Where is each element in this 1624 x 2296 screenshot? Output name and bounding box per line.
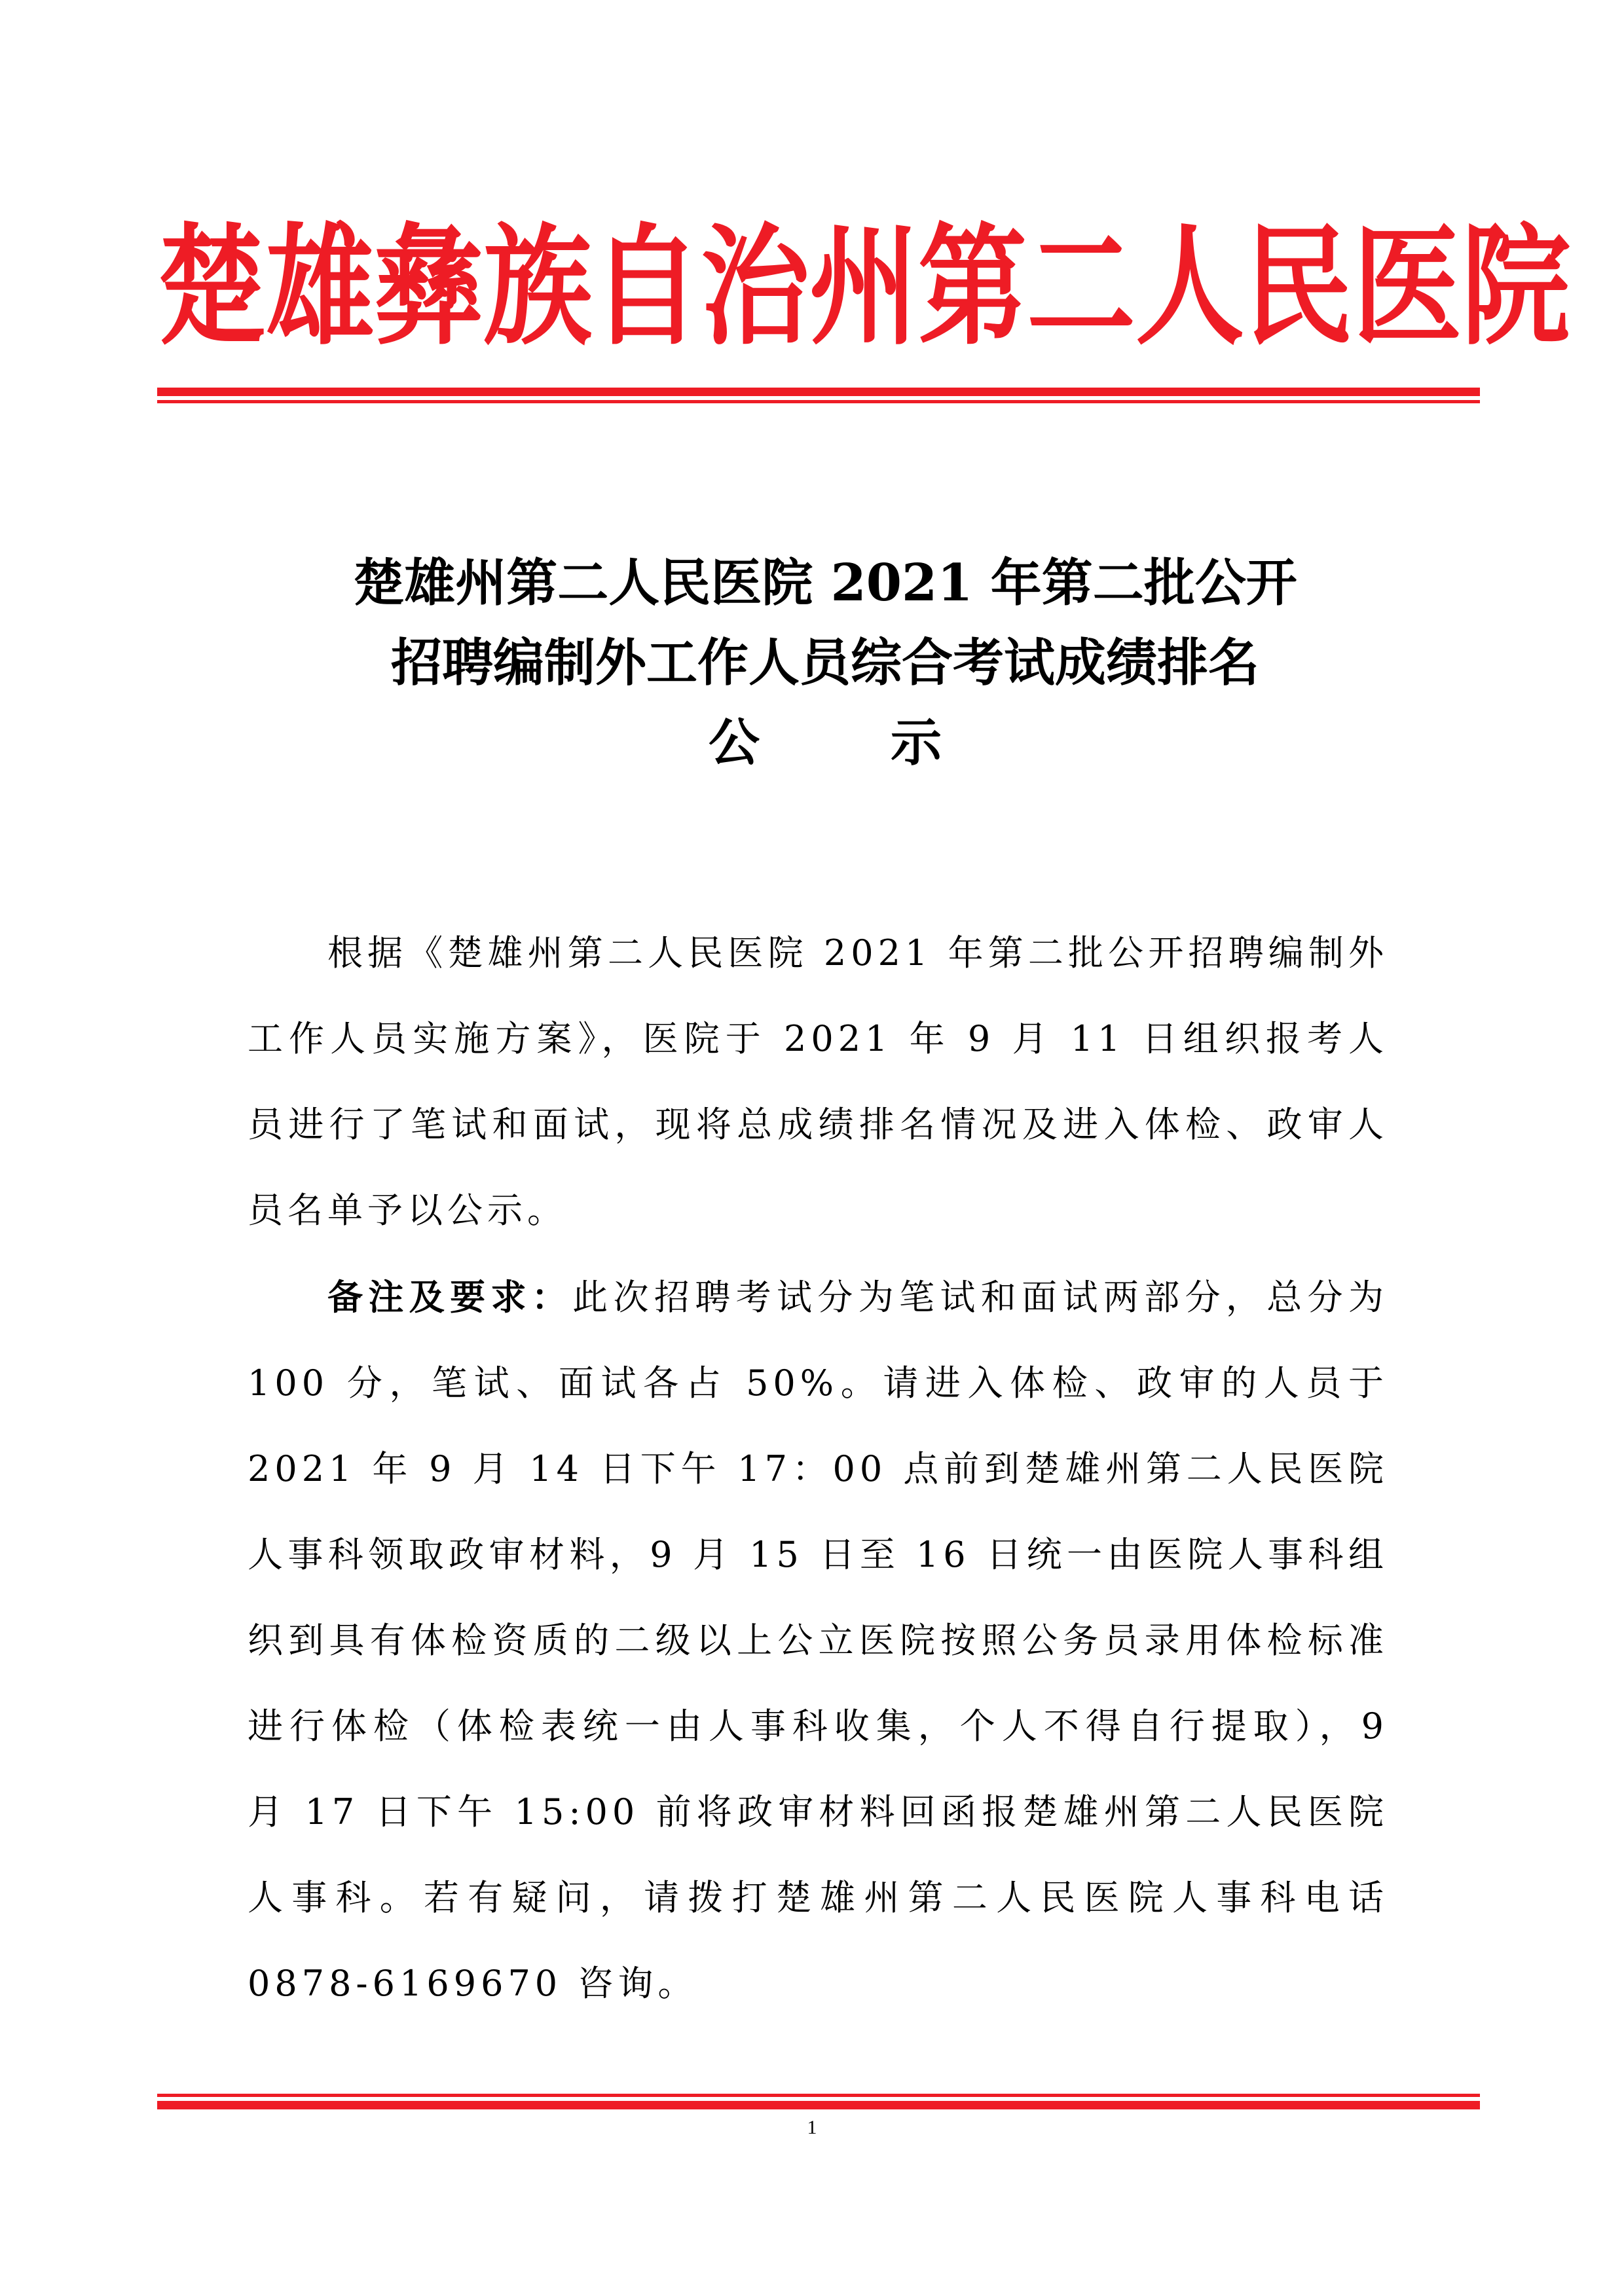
- title-line-1: 楚雄州第二人民医院 2021 年第二批公开: [353, 553, 1297, 613]
- intro-paragraph: 根据《楚雄州第二人民医院 2021 年第二批公开招聘编制外工作人员实施方案》，医院于 2021 年 9 月 11 日组织报考人员进行了笔试和面试，现将总成绩排名情况及进入体检、政审人员名单予以公示。: [248, 932, 1388, 1231]
- remarks-label: 备注及要求：: [327, 1276, 573, 1318]
- rule-thin-line: [157, 400, 1480, 403]
- document-body: [248, 910, 1388, 2026]
- footer-red-rule: [157, 2094, 1480, 2109]
- title-line-notice: 公示: [708, 713, 1073, 773]
- rule-thick-line: [157, 388, 1480, 396]
- remarks-paragraph: [248, 1254, 1388, 2026]
- page-number: 1: [807, 2117, 817, 2138]
- remarks-text: 此次招聘考试分为笔试和面试两部分，总分为 100 分，笔试、面试各占 50%。请进入体检、政审的人员于 2021 年 9 月 14 日下午 17：00 点前到楚雄州第二人民医院人事科领取政审材料，9 月 15 日至 16 日统一由医院人事科组织到具有体检资质的二级以上公立医院按照公务员录用体检标准进行体检（体检表统一由人事科收集，个人不得自行提取），9 月 17 日下午 15:00 前将政审材料回函报楚雄州第二人民医院人事科。若有疑问，请拨打楚雄州第二人民医院人事科电话 0878-6169670 咨询。: [248, 1277, 1389, 2004]
- letterhead-title: 楚雄彝族自治州第二人民医院: [157, 211, 1570, 364]
- title-line-2: 招聘编制外工作人员综合考试成绩排名: [390, 633, 1259, 693]
- rule-thick-line: [157, 2101, 1480, 2109]
- letterhead-red-rule: [157, 388, 1480, 403]
- document-title: [170, 543, 1480, 783]
